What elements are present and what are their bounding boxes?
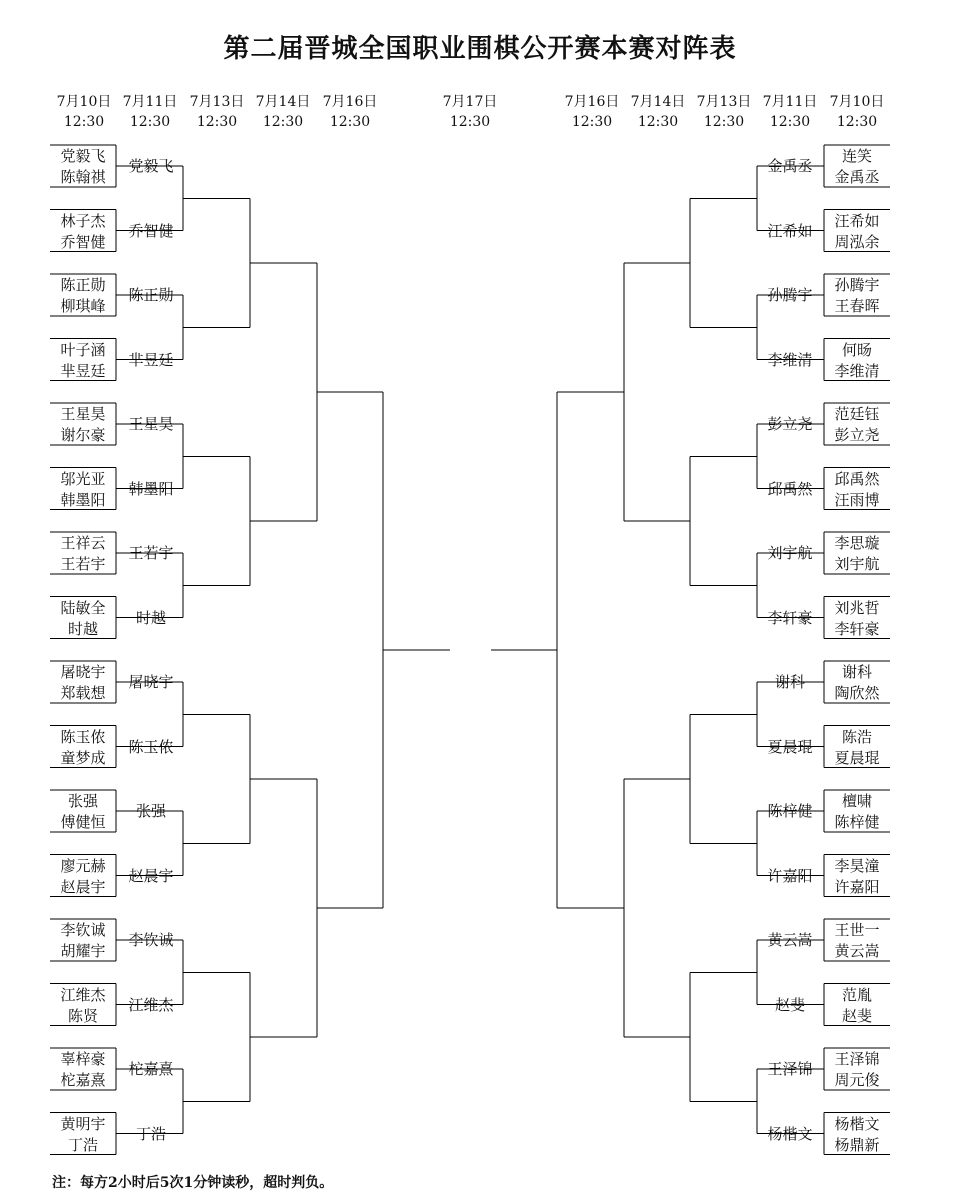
player-name: 孙腾宇 (767, 286, 813, 304)
player-name: 柁嘉熹 (60, 1071, 106, 1089)
player-name: 赵斐 (774, 995, 805, 1014)
player-name: 乔智健 (60, 232, 106, 251)
player-name: 金禹丞 (767, 157, 813, 175)
round-date: 7月11日 (122, 94, 178, 110)
player-name: 赵晨宇 (60, 877, 106, 896)
player-name: 谢科 (841, 663, 872, 681)
player-name: 林子杰 (60, 211, 106, 230)
player-name: 夏晨琨 (834, 748, 880, 767)
player-name: 陈玉侬 (128, 737, 174, 756)
player-name: 傅健恒 (60, 813, 106, 831)
player-name: 李昊潼 (834, 856, 880, 875)
player-name: 陈浩 (841, 727, 872, 746)
page-title: 第二届晋城全国职业围棋公开赛本赛对阵表 (223, 34, 737, 64)
round-time: 12:30 (449, 114, 491, 130)
player-name: 陈玉侬 (60, 727, 106, 746)
player-name: 柁嘉熹 (128, 1060, 174, 1078)
player-name: 辜梓豪 (60, 1050, 106, 1068)
player-name: 王祥云 (60, 534, 106, 552)
player-name: 陈梓健 (767, 802, 813, 820)
round-time: 12:30 (129, 114, 171, 130)
player-name: 丁浩 (135, 1124, 166, 1143)
player-name: 乔智健 (128, 221, 174, 240)
player-name: 周泓余 (834, 232, 880, 251)
player-name: 孙腾宇 (834, 276, 880, 294)
player-name: 陈贤 (67, 1006, 98, 1025)
player-name: 李轩豪 (834, 619, 880, 638)
round-time: 12:30 (262, 114, 304, 130)
player-name: 汪希如 (767, 221, 813, 240)
player-name: 时越 (67, 619, 98, 638)
player-name: 党毅飞 (128, 157, 174, 175)
player-name: 彭立尧 (767, 415, 813, 433)
player-name: 张强 (67, 792, 98, 810)
player-name: 韩墨阳 (60, 490, 106, 509)
player-name: 李维清 (834, 361, 880, 380)
player-name: 江维杰 (128, 995, 174, 1014)
player-name: 刘宇航 (834, 555, 880, 573)
round-time: 12:30 (329, 114, 371, 130)
player-name: 谢科 (774, 673, 805, 691)
player-name: 何旸 (841, 340, 872, 359)
player-name: 王泽锦 (767, 1060, 813, 1078)
player-name: 柳琪峰 (60, 297, 106, 315)
player-name: 范胤 (841, 985, 872, 1004)
round-time: 12:30 (769, 114, 811, 130)
player-name: 韩墨阳 (128, 479, 174, 498)
player-name: 王春晖 (834, 297, 880, 315)
player-name: 邬光亚 (60, 469, 106, 488)
player-name: 刘宇航 (767, 544, 813, 562)
player-name: 李钦诚 (128, 931, 174, 949)
player-name: 陶欣然 (834, 684, 880, 702)
player-name: 胡耀宇 (60, 942, 106, 960)
round-time: 12:30 (836, 114, 878, 130)
player-name: 李维清 (767, 350, 813, 369)
round-time: 12:30 (63, 114, 105, 130)
player-name: 叶子涵 (60, 340, 106, 359)
round-date: 7月10日 (829, 94, 885, 110)
player-name: 屠晓宇 (128, 673, 174, 691)
player-name: 屠晓宇 (60, 663, 106, 681)
round-date: 7月10日 (56, 94, 112, 110)
player-name: 王星昊 (128, 415, 174, 433)
round-date: 7月13日 (696, 94, 752, 110)
round-date: 7月14日 (630, 94, 686, 110)
player-name: 黄云嵩 (834, 942, 880, 960)
player-name: 王世一 (834, 921, 880, 939)
player-name: 陈正勋 (128, 286, 174, 304)
player-name: 范廷钰 (834, 405, 880, 423)
player-name: 汪雨博 (834, 490, 880, 509)
player-name: 刘兆哲 (834, 598, 880, 617)
player-name: 黄明宇 (60, 1114, 106, 1133)
player-name: 许嘉阳 (834, 877, 880, 896)
player-name: 杨楷文 (767, 1124, 813, 1143)
player-name: 杨楷文 (834, 1114, 880, 1133)
round-date: 7月16日 (322, 94, 378, 110)
player-name: 时越 (135, 608, 166, 627)
player-name: 王泽锦 (834, 1050, 880, 1068)
player-name: 李轩豪 (767, 608, 813, 627)
player-name: 王星昊 (60, 405, 106, 423)
player-name: 芈昱廷 (60, 361, 106, 380)
player-name: 许嘉阳 (767, 866, 813, 885)
player-name: 赵斐 (841, 1006, 872, 1025)
player-name: 李思璇 (834, 534, 880, 552)
player-name: 檀啸 (841, 792, 872, 810)
player-name: 芈昱廷 (128, 350, 174, 369)
round-date: 7月13日 (189, 94, 245, 110)
player-name: 黄云嵩 (767, 931, 813, 949)
footnote: 注：每方2小时后5次1分钟读秒，超时判负。 (52, 1175, 334, 1191)
player-name: 廖元赫 (60, 856, 106, 875)
player-name: 陈翰祺 (60, 168, 106, 186)
player-name: 汪希如 (834, 211, 880, 230)
player-name: 夏晨琨 (767, 737, 813, 756)
player-name: 党毅飞 (60, 147, 106, 165)
player-name: 金禹丞 (834, 168, 880, 186)
player-name: 周元俊 (834, 1071, 880, 1089)
round-date: 7月17日 (442, 94, 498, 110)
player-name: 彭立尧 (834, 426, 880, 444)
player-name: 王若宇 (128, 544, 174, 562)
player-name: 王若宇 (60, 555, 106, 573)
player-name: 陆敏全 (60, 598, 106, 617)
player-name: 邱禹然 (767, 479, 813, 498)
player-name: 江维杰 (60, 985, 106, 1004)
player-name: 张强 (135, 802, 166, 820)
player-name: 杨鼎新 (834, 1135, 880, 1154)
player-name: 赵晨宇 (128, 866, 174, 885)
round-date: 7月16日 (564, 94, 620, 110)
player-name: 李钦诚 (60, 921, 106, 939)
player-name: 郑载想 (60, 684, 106, 702)
round-date: 7月11日 (762, 94, 818, 110)
player-name: 丁浩 (67, 1135, 98, 1154)
player-name: 陈正勋 (60, 276, 106, 294)
player-name: 谢尔豪 (60, 426, 106, 444)
player-name: 邱禹然 (834, 469, 880, 488)
round-time: 12:30 (703, 114, 745, 130)
round-date: 7月14日 (255, 94, 311, 110)
round-time: 12:30 (196, 114, 238, 130)
round-time: 12:30 (571, 114, 613, 130)
player-name: 童梦成 (60, 748, 106, 767)
player-name: 陈梓健 (834, 813, 880, 831)
round-time: 12:30 (637, 114, 679, 130)
player-name: 连笑 (841, 147, 872, 165)
